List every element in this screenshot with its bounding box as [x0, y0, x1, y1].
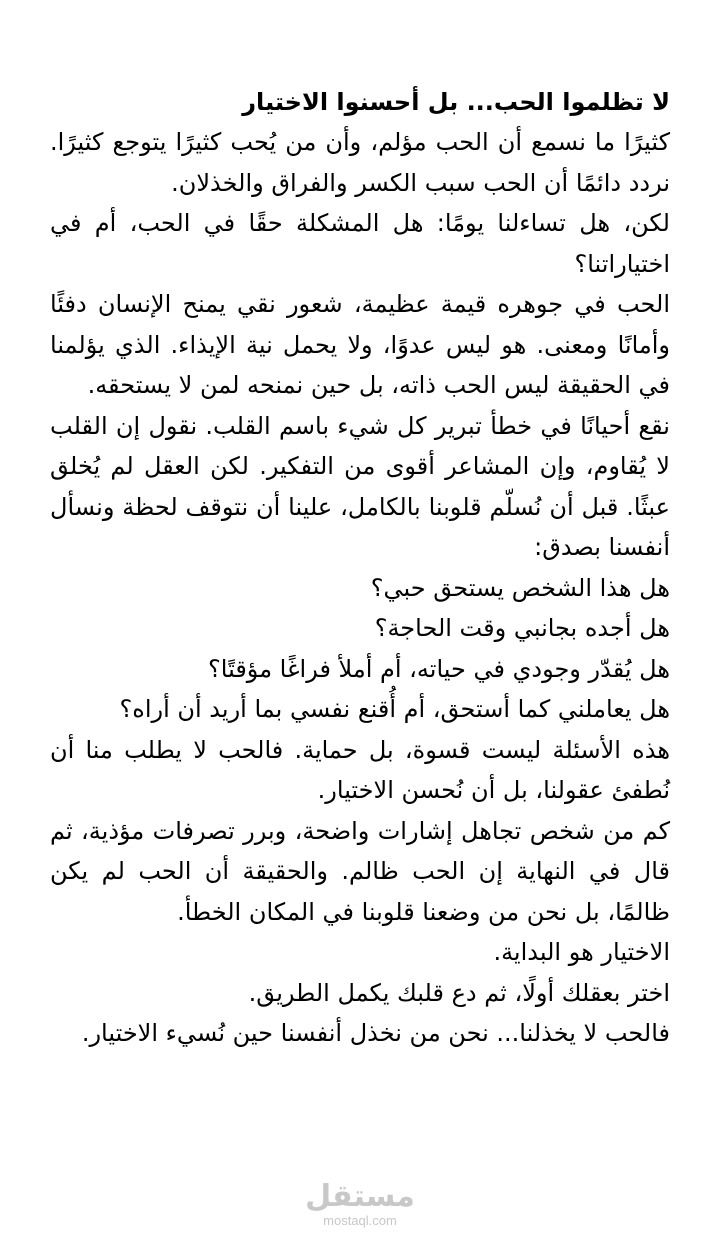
paragraph-question: لكن، هل تساءلنا يومًا: هل المشكلة حقًا في الحب، أم في اختياراتنا؟ [50, 209, 670, 278]
question-treats-me: هل يعاملني كما أستحق، أم أُقنع نفسي بما أريد أن أراه؟ [119, 695, 670, 723]
paragraph-conclusion: فالحب لا يخذلنا... نحن من نخذل أنفسنا حين نُسيء الاختيار. [81, 1019, 670, 1047]
paragraph-intro: كثيرًا ما نسمع أن الحب مؤلم، وأن من يُحب كثيرًا يتوجع كثيرًا. نردد دائمًا أن الحب سبب الكسر والفراق والخذلان. [50, 128, 670, 197]
question-deserves-love: هل هذا الشخص يستحق حبي؟ [370, 573, 670, 602]
question-appreciates: هل يُقدّر وجودي في حياته، أم أملأ فراغًا مؤقتًا؟ [208, 654, 670, 683]
mostaql-watermark [300, 1180, 420, 1228]
article-title: لا تظلموا الحب... بل أحسنوا الاختيار [242, 88, 670, 116]
watermark-logo: مستقل [305, 1179, 415, 1214]
paragraph-love-value: الحب في جوهره قيمة عظيمة، شعور نقي يمنح الإنسان دفئًا وأمانًا ومعنى. هو ليس عدوًا، ولا يحمل نية الإيذاء. الذي يؤلمنا في الحقيقة ليس الحب ذاته، بل حين نمنحه لمن لا يستحقه. [50, 290, 670, 399]
watermark-site: mostaql.com [323, 1213, 397, 1228]
article [50, 82, 670, 1054]
paragraph-signs: كم من شخص تجاهل إشارات واضحة، وبرر تصرفات مؤذية، ثم قال في النهاية إن الحب ظالم. والحقيقة أن الحب لم يكن ظالمًا، بل نحن من وضعنا قلوبنا في المكان الخطأ. [50, 816, 670, 926]
paragraph-heart-mind: نقع أحيانًا في خطأ تبرير كل شيء باسم القلب. نقول إن القلب لا يُقاوم، وإن المشاعر أقوى من التفكير. لكن العقل لم يُخلق عبثًا. قبل أن نُسلّم قلوبنا بالكامل، علينا أن نتوقف لحظة ونسأل أنفسنا بصدق: [50, 411, 670, 561]
question-by-my-side: هل أجده بجانبي وقت الحاجة؟ [374, 614, 670, 642]
paragraph-protection: هذه الأسئلة ليست قسوة، بل حماية. فالحب لا يطلب منا أن نُطفئ عقولنا، بل أن نُحسن الاختيار. [50, 735, 670, 804]
paragraph-beginning: الاختيار هو البداية. [493, 938, 670, 966]
paragraph-choose: اختر بعقلك أولًا، ثم دع قلبك يكمل الطريق. [248, 978, 670, 1007]
